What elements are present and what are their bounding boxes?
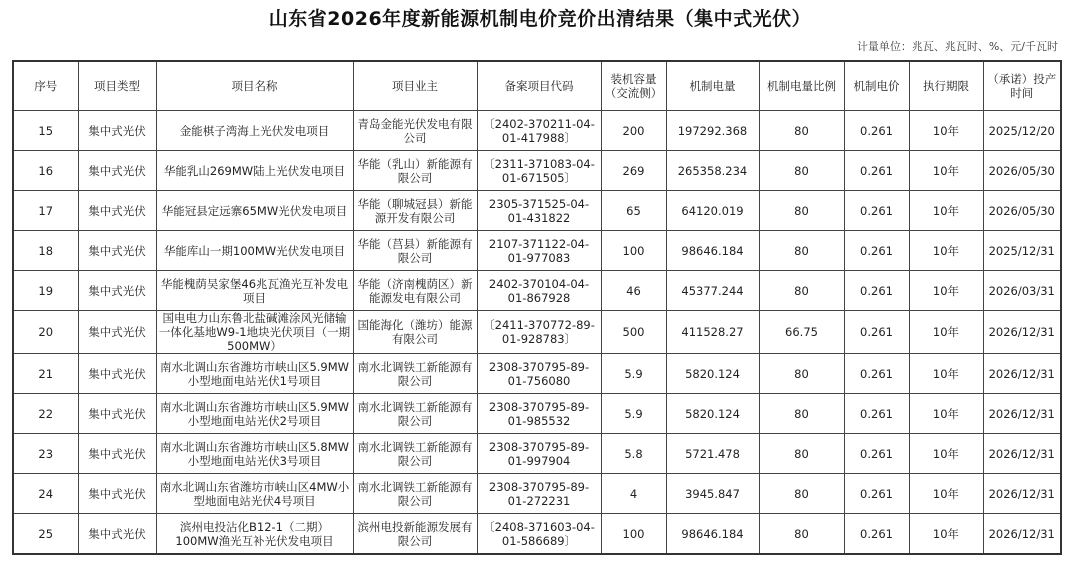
project-name-cell: 南水北调山东省潍坊市峡山区4MW小型地面电站光伏4号项目 [156,474,353,514]
filing-code-cell: 〔2311-371083-04-01-671505〕 [477,151,601,191]
mechanism-price-cell: 0.261 [844,514,909,555]
energy-ratio-cell: 80 [759,111,844,151]
capacity-cell: 500 [601,311,666,354]
col-header: 项目业主 [353,61,477,111]
term-cell: 10年 [909,151,983,191]
col-header: 序号 [13,61,78,111]
filing-code-cell: 2308-370795-89-01-985532 [477,394,601,434]
table-row [13,271,1061,311]
energy-ratio-cell: 80 [759,434,844,474]
row-number-cell: 22 [13,394,78,434]
row-number-cell: 18 [13,231,78,271]
project-owner-cell: 华能（莒县）新能源有限公司 [353,231,477,271]
commission-date-cell: 2026/12/31 [983,354,1061,394]
term-cell: 10年 [909,394,983,434]
commission-date-cell: 2025/12/20 [983,111,1061,151]
commission-date-cell: 2026/05/30 [983,151,1061,191]
commission-date-cell: 2026/12/31 [983,394,1061,434]
table-row [13,191,1061,231]
mechanism-energy-cell: 5721.478 [666,434,759,474]
project-name-cell: 华能槐荫吴家堡46兆瓦渔光互补发电项目 [156,271,353,311]
filing-code-cell: 2305-371525-04-01-431822 [477,191,601,231]
project-name-cell: 金能棋子湾海上光伏发电项目 [156,111,353,151]
energy-ratio-cell: 80 [759,354,844,394]
header-row [13,61,1061,111]
mechanism-price-cell: 0.261 [844,191,909,231]
capacity-cell: 5.9 [601,394,666,434]
table-row [13,474,1061,514]
results-table [12,60,1062,555]
mechanism-energy-cell: 197292.368 [666,111,759,151]
row-number-cell: 24 [13,474,78,514]
table-row [13,311,1061,354]
energy-ratio-cell: 80 [759,231,844,271]
energy-ratio-cell: 80 [759,474,844,514]
commission-date-cell: 2026/12/31 [983,514,1061,555]
mechanism-price-cell: 0.261 [844,231,909,271]
capacity-cell: 65 [601,191,666,231]
energy-ratio-cell: 66.75 [759,311,844,354]
filing-code-cell: 2402-370104-04-01-867928 [477,271,601,311]
project-name-cell: 滨州电投沾化B12-1（二期）100MW渔光互补光伏发电项目 [156,514,353,555]
col-header: 项目名称 [156,61,353,111]
filing-code-cell: 2308-370795-89-01-756080 [477,354,601,394]
project-name-cell: 华能库山一期100MW光伏发电项目 [156,231,353,271]
term-cell: 10年 [909,271,983,311]
project-name-cell: 华能冠县定远寨65MW光伏发电项目 [156,191,353,231]
project-type-cell: 集中式光伏 [78,231,156,271]
project-owner-cell: 南水北调铁工新能源有限公司 [353,394,477,434]
term-cell: 10年 [909,514,983,555]
filing-code-cell: 〔2402-370211-04-01-417988〕 [477,111,601,151]
term-cell: 10年 [909,434,983,474]
row-number-cell: 23 [13,434,78,474]
mechanism-energy-cell: 265358.234 [666,151,759,191]
filing-code-cell: 2308-370795-89-01-272231 [477,474,601,514]
project-type-cell: 集中式光伏 [78,474,156,514]
term-cell: 10年 [909,231,983,271]
mechanism-energy-cell: 5820.124 [666,354,759,394]
mechanism-energy-cell: 98646.184 [666,231,759,271]
commission-date-cell: 2026/12/31 [983,474,1061,514]
term-cell: 10年 [909,474,983,514]
mechanism-price-cell: 0.261 [844,111,909,151]
table-row [13,394,1061,434]
energy-ratio-cell: 80 [759,271,844,311]
capacity-cell: 100 [601,231,666,271]
page-title: 山东省2026年度新能源机制电价竞价出清结果（集中式光伏） [268,8,812,30]
energy-ratio-cell: 80 [759,151,844,191]
project-type-cell: 集中式光伏 [78,394,156,434]
mechanism-price-cell: 0.261 [844,151,909,191]
capacity-cell: 4 [601,474,666,514]
project-type-cell: 集中式光伏 [78,434,156,474]
project-owner-cell: 滨州电投新能源发展有限公司 [353,514,477,555]
commission-date-cell: 2026/03/31 [983,271,1061,311]
mechanism-price-cell: 0.261 [844,354,909,394]
project-type-cell: 集中式光伏 [78,271,156,311]
capacity-cell: 200 [601,111,666,151]
mechanism-energy-cell: 98646.184 [666,514,759,555]
project-type-cell: 集中式光伏 [78,514,156,555]
capacity-cell: 269 [601,151,666,191]
project-owner-cell: 国能海化（潍坊）能源有限公司 [353,311,477,354]
project-owner-cell: 南水北调铁工新能源有限公司 [353,354,477,394]
filing-code-cell: 2308-370795-89-01-997904 [477,434,601,474]
project-name-cell: 南水北调山东省潍坊市峡山区5.9MW小型地面电站光伏1号项目 [156,354,353,394]
col-header: 项目类型 [78,61,156,111]
filing-code-cell: 〔2411-370772-89-01-928783〕 [477,311,601,354]
col-header: 机制电量比例 [759,61,844,111]
project-type-cell: 集中式光伏 [78,311,156,354]
term-cell: 10年 [909,111,983,151]
project-owner-cell: 青岛金能光伏发电有限公司 [353,111,477,151]
project-owner-cell: 华能（聊城冠县）新能源开发有限公司 [353,191,477,231]
col-header: 机制电价 [844,61,909,111]
project-type-cell: 集中式光伏 [78,354,156,394]
project-owner-cell: 南水北调铁工新能源有限公司 [353,474,477,514]
table-row [13,151,1061,191]
project-name-cell: 国电电力山东鲁北盐碱滩涂风光储输一体化基地W9-1地块光伏项目（一期500MW） [156,311,353,354]
mechanism-price-cell: 0.261 [844,394,909,434]
commission-date-cell: 2026/12/31 [983,434,1061,474]
commission-date-cell: 2026/05/30 [983,191,1061,231]
col-header: 执行期限 [909,61,983,111]
mechanism-price-cell: 0.261 [844,271,909,311]
mechanism-energy-cell: 45377.244 [666,271,759,311]
project-name-cell: 南水北调山东省潍坊市峡山区5.9MW小型地面电站光伏2号项目 [156,394,353,434]
row-number-cell: 20 [13,311,78,354]
term-cell: 10年 [909,191,983,231]
col-header: （承诺）投产时间 [983,61,1061,111]
mechanism-energy-cell: 64120.019 [666,191,759,231]
capacity-cell: 100 [601,514,666,555]
project-type-cell: 集中式光伏 [78,191,156,231]
table-row [13,111,1061,151]
capacity-cell: 5.8 [601,434,666,474]
energy-ratio-cell: 80 [759,394,844,434]
table-row [13,514,1061,555]
project-name-cell: 华能乳山269MW陆上光伏发电项目 [156,151,353,191]
table-row [13,434,1061,474]
project-name-cell: 南水北调山东省潍坊市峡山区5.8MW小型地面电站光伏3号项目 [156,434,353,474]
term-cell: 10年 [909,354,983,394]
mechanism-energy-cell: 3945.847 [666,474,759,514]
project-owner-cell: 华能（济南槐荫区）新能源发电有限公司 [353,271,477,311]
row-number-cell: 21 [13,354,78,394]
col-header: 装机容量（交流侧） [601,61,666,111]
row-number-cell: 15 [13,111,78,151]
col-header: 机制电量 [666,61,759,111]
filing-code-cell: 〔2408-371603-04-01-586689〕 [477,514,601,555]
project-owner-cell: 华能（乳山）新能源有限公司 [353,151,477,191]
energy-ratio-cell: 80 [759,514,844,555]
capacity-cell: 46 [601,271,666,311]
commission-date-cell: 2026/12/31 [983,311,1061,354]
col-header: 备案项目代码 [477,61,601,111]
row-number-cell: 19 [13,271,78,311]
project-type-cell: 集中式光伏 [78,111,156,151]
row-number-cell: 17 [13,191,78,231]
term-cell: 10年 [909,311,983,354]
mechanism-energy-cell: 5820.124 [666,394,759,434]
filing-code-cell: 2107-371122-04-01-977083 [477,231,601,271]
capacity-cell: 5.9 [601,354,666,394]
row-number-cell: 25 [13,514,78,555]
mechanism-energy-cell: 411528.27 [666,311,759,354]
mechanism-price-cell: 0.261 [844,434,909,474]
table-row [13,231,1061,271]
commission-date-cell: 2025/12/31 [983,231,1061,271]
energy-ratio-cell: 80 [759,191,844,231]
project-owner-cell: 南水北调铁工新能源有限公司 [353,434,477,474]
project-type-cell: 集中式光伏 [78,151,156,191]
row-number-cell: 16 [13,151,78,191]
mechanism-price-cell: 0.261 [844,474,909,514]
table-row [13,354,1061,394]
mechanism-price-cell: 0.261 [844,311,909,354]
unit-note: 计量单位：兆瓦、兆瓦时、%、元/千瓦时 [856,40,1058,53]
